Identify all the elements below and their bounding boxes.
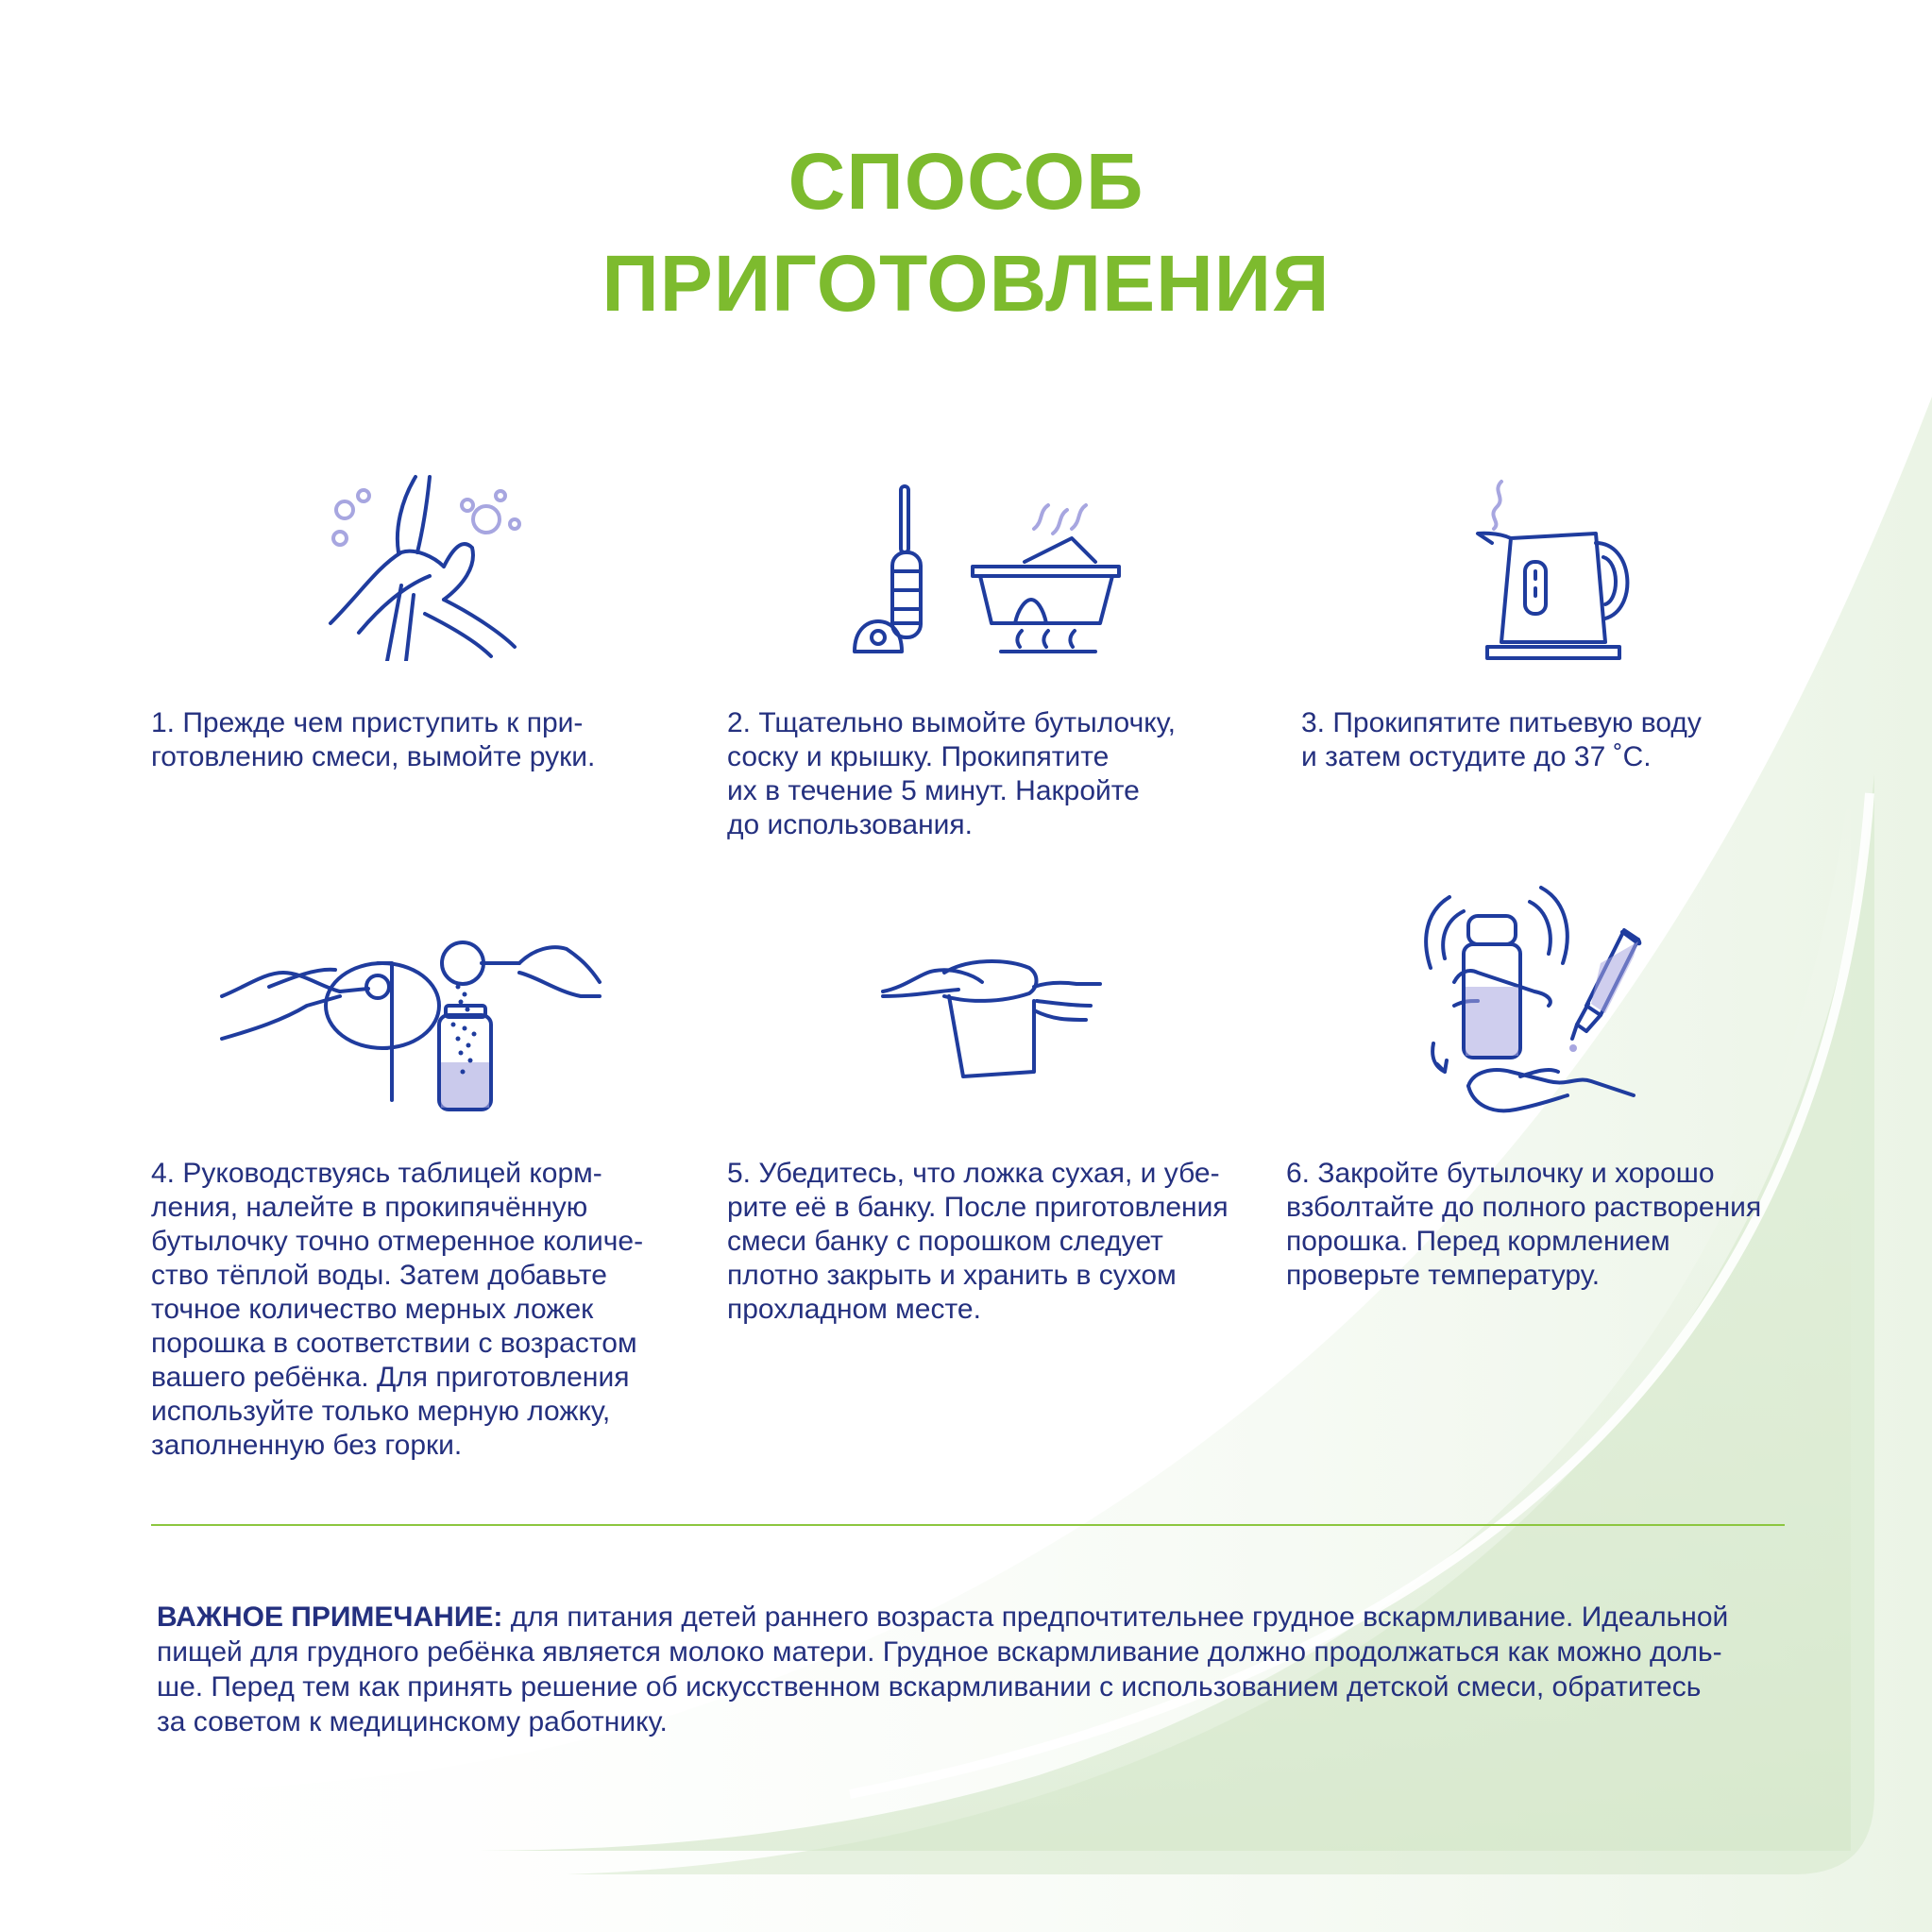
- measuring-powder-icon: [217, 930, 609, 1114]
- kettle-icon: [1473, 477, 1643, 666]
- step-5-text: 5. Убедитесь, что ложка сухая, и убе- рите её в банку. После приготовления смеси банку с порошком следует плотно закрыть и хранить в сухом прохладном месте.: [727, 1158, 1229, 1325]
- important-note: [157, 1600, 1790, 1739]
- title-line-2: ПРИГОТОВЛЕНИЯ: [602, 239, 1330, 328]
- bottle-sterilizing-icon: [850, 482, 1124, 661]
- shaking-bottle-icon: [1416, 883, 1652, 1124]
- title-line-1: СПОСОБ: [788, 137, 1144, 226]
- closing-jar-icon: [878, 925, 1105, 1081]
- section-divider: [151, 1524, 1785, 1526]
- hand-washing-icon: [312, 472, 538, 661]
- important-note-text: для питания детей раннего возраста предпочтительнее грудное вскармливание. Идеальной пищей для грудного ребёнка является молоко матери. Грудное вскармливание должно продолжаться как можно доль- ше. Перед тем как принять решение об искусственном вскармливании с использованием детской смеси, обратитесь за советом к медицинскому работнику.: [157, 1602, 1729, 1737]
- step-2-text: 2. Тщательно вымойте бутылочку, соску и крышку. Прокипятите их в течение 5 минут. Накройте до использования.: [727, 707, 1176, 840]
- step-3-text: 3. Прокипятите питьевую воду и затем остудите до 37 ˚С.: [1301, 707, 1702, 772]
- step-1-text: 1. Прежде чем приступить к при- готовлению смеси, вымойте руки.: [151, 707, 596, 772]
- step-4-text: 4. Руководствуясь таблицей корм- ления, налейте в прокипячённую бутылочку точно отмеренное количе- ство тёплой воды. Затем добавьте точное количество мерных ложек порошка в соответствии с возрастом вашего ребёнка. Для приготовления используйте только мерную ложку, заполненную без горки.: [151, 1158, 644, 1461]
- important-note-label: ВАЖНОЕ ПРИМЕЧАНИЕ:: [157, 1602, 503, 1633]
- page-title: [0, 130, 1932, 334]
- step-6-text: 6. Закройте бутылочку и хорошо взболтайте до полного растворения порошка. Перед кормлением проверьте температуру.: [1286, 1158, 1762, 1291]
